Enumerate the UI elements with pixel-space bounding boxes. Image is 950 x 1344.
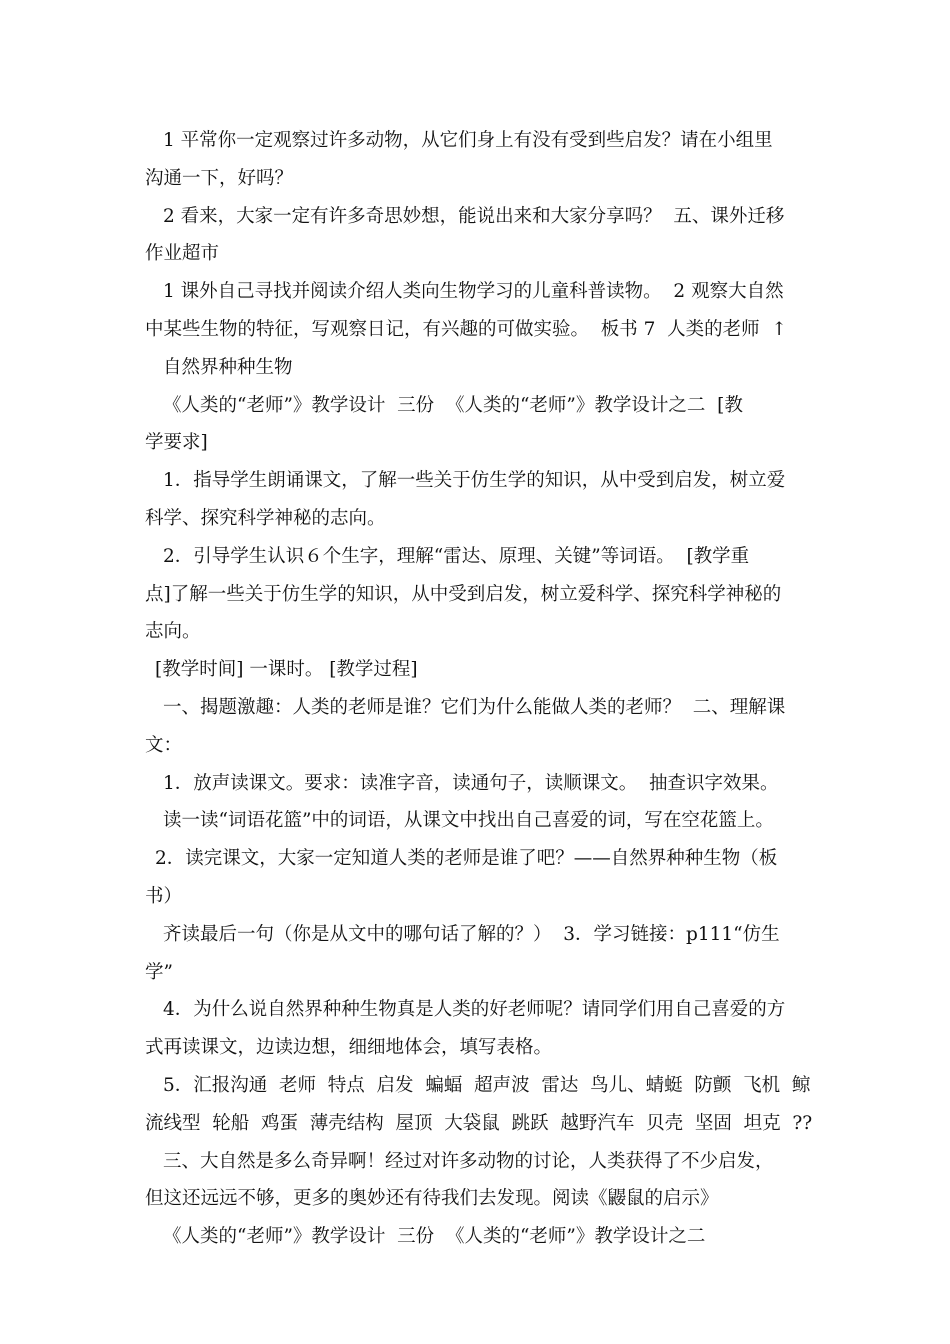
paragraph-line: 读一读“词语花篮”中的词语，从课文中找出自己喜爱的词，写在空花篮上。 [163, 810, 774, 832]
paragraph-line: 科学、探究科学神秘的志向。 [145, 507, 386, 529]
paragraph-line: 一、揭题激趣：人类的老师是谁？它们为什么能做人类的老师？ 二、理解课 [163, 696, 786, 718]
paragraph-line: 2．引导学生认识６个生字，理解“雷达、原理、关键”等词语。 [教学重 [163, 545, 750, 567]
paragraph-line: 《人类的“老师”》教学设计 三份 《人类的“老师”》教学设计之二 [163, 1226, 706, 1248]
paragraph-line: 4．为什么说自然界种种生物真是人类的好老师呢？请同学们用自己喜爱的方 [163, 999, 786, 1021]
paragraph-line: [教学时间] 一课时。 [教学过程] [155, 659, 418, 681]
paragraph-line: 点]了解一些关于仿生学的知识，从中受到启发，树立爱科学、探究科学神秘的 [145, 583, 782, 605]
paragraph-line: 志向。 [145, 621, 201, 643]
paragraph-line: 文： [145, 734, 183, 756]
paragraph-line: 齐读最后一句（你是从文中的哪句话了解的？） 3．学习链接：p111“仿生 [163, 923, 780, 945]
paragraph-line: 自然界种种生物 [163, 356, 293, 378]
paragraph-line: 2．读完课文，大家一定知道人类的老师是谁了吧？——自然界种种生物（板 [155, 848, 778, 870]
paragraph-line: 1 平常你一定观察过许多动物，从它们身上有没有受到些启发？请在小组里 [163, 130, 773, 151]
paragraph-line: 中某些生物的特征，写观察日记，有兴趣的可做实验。 板书 7 人类的老师 ↑ [145, 318, 787, 340]
paragraph-line: 沟通一下，好吗？ [145, 167, 294, 189]
document-body [145, 122, 815, 1256]
paragraph-line: 《人类的“老师”》教学设计 三份 《人类的“老师”》教学设计之二 [教 [163, 394, 743, 416]
paragraph-line: 三、大自然是多么奇异啊！经过对许多动物的讨论，人类获得了不少启发， [163, 1150, 774, 1172]
paragraph-line: 但这还远远不够，更多的奥妙还有待我们去发现。阅读《鼹鼠的启示》 [145, 1188, 719, 1210]
paragraph-line: 学” [145, 961, 173, 983]
paragraph-line: 学要求] [145, 432, 208, 454]
paragraph-line: 2 看来，大家一定有许多奇思妙想，能说出来和大家分享吗？ 五、课外迁移 [163, 205, 785, 227]
paragraph-line: 1．放声读课文。要求：读准字音，读通句子，读顺课文。 抽查识字效果。 [163, 772, 779, 794]
paragraph-line: 流线型 轮船 鸡蛋 薄壳结构 屋顶 大袋鼠 跳跃 越野汽车 贝壳 坚固 坦克 ?? [145, 1112, 813, 1134]
paragraph-line: 1．指导学生朗诵课文，了解一些关于仿生学的知识，从中受到启发，树立爱 [163, 470, 786, 492]
paragraph-line: 书） [145, 885, 183, 907]
paragraph-line: 式再读课文，边读边想，细细地体会，填写表格。 [145, 1037, 553, 1059]
paragraph-line: 5．汇报沟通 老师 特点 启发 蝙蝠 超声波 雷达 鸟儿、蜻蜓 防颤 飞机 鲸 [163, 1074, 811, 1096]
paragraph-line: 作业超市 [145, 243, 220, 265]
paragraph-line: 1 课外自己寻找并阅读介绍人类向生物学习的儿童科普读物。 2 观察大自然 [163, 281, 784, 303]
